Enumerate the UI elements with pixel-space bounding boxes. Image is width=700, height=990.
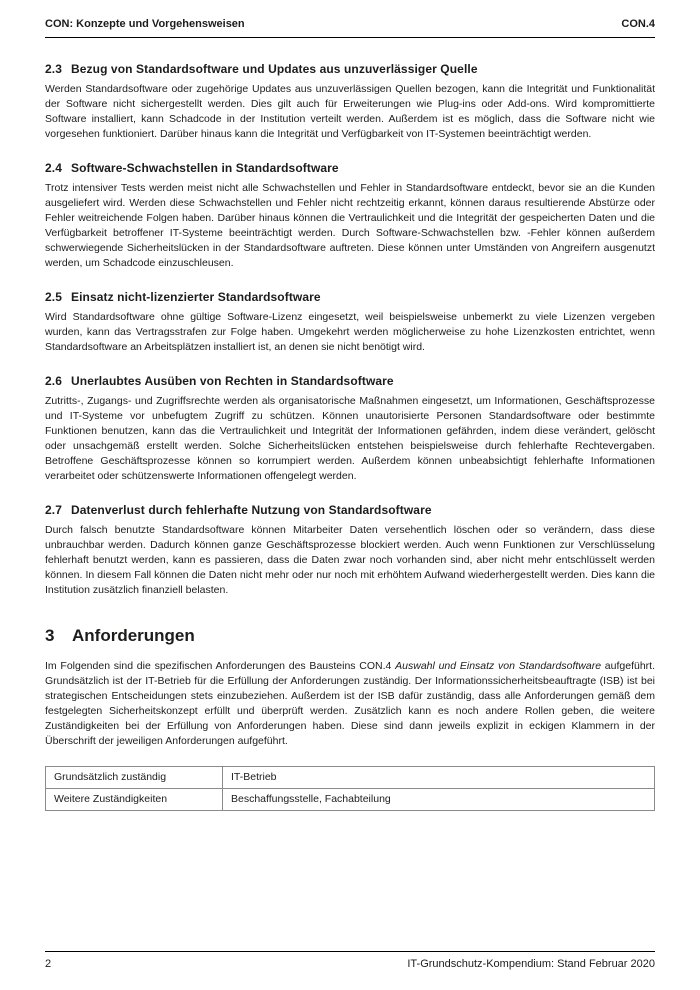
responsibility-table-body <box>46 767 655 811</box>
table-row <box>46 767 655 789</box>
document-section <box>45 374 655 484</box>
document-section <box>45 62 655 142</box>
section-number: 2.3 <box>45 62 62 76</box>
footer-compendium-label: IT-Grundschutz-Kompendium: Stand Februar 2020 <box>407 958 655 970</box>
table-cell-label: Grundsätzlich zuständig <box>46 767 223 789</box>
section-title: Unerlaubtes Ausüben von Rechten in Standardsoftware <box>71 374 394 388</box>
section-number: 2.6 <box>45 374 62 388</box>
section-title: Datenverlust durch fehlerhafte Nutzung von Standardsoftware <box>71 503 432 517</box>
responsibility-table <box>45 766 655 811</box>
text-run: aufgeführt. Grundsätzlich ist der IT-Betrieb für die Erfüllung der Anforderungen zuständig. Der Informationssicherheitsbeauftragte (ISB) ist bei strategischen Entscheidungen stets einzubeziehen. Außerdem ist der ISB dafür zuständig, dass alle Anforderungen gemäß dem festgelegten Sicherheitskonzept erfüllt und überprüft werden. Zusätzlich kann es noch andere Rollen geben, die weitere Zuständigkeiten bei der Erfüllung von Anforderungen haben. Diese sind dann jeweils explizit in eckigen Klammern in der Überschrift der jeweiligen Anforderungen aufgeführt. <box>45 660 656 747</box>
header-document-title: CON: Konzepte und Vorgehensweisen <box>45 18 245 30</box>
page-footer <box>45 951 655 970</box>
document-section <box>45 503 655 598</box>
section-paragraph: Durch falsch benutzte Standardsoftware können Mitarbeiter Daten versehentlich löschen oder so verändern, dass diese unbrauchbar werden. Dadurch können ganze Geschäftsprozesse blockiert werden. Auch wenn Funktionen zur Verschlüsselung fehlerhaft benutzt werden, kann es passieren, dass die Daten zwar noch vorhanden sind, aber nicht mehr entschlüsselt werden können. In diesem Fall können die Daten nicht mehr oder nur noch mit erhöhtem Aufwand wiederhergestellt werden. Dies kann die Institution zusätzlich finanziell belasten. <box>45 524 655 596</box>
table-cell-value: IT-Betrieb <box>223 767 655 789</box>
table-cell-value: Beschaffungsstelle, Fachabteilung <box>223 789 655 811</box>
section-paragraph: Werden Standardsoftware oder zugehörige Updates aus unzuverlässigen Quellen bezogen, kann die Integrität und Funktionalität der Software nicht sichergestellt werden. Dies gilt auch für Erweiterungen wie Plug-ins oder Add-ons. Wird kompromittierte Software installiert, kann Schadcode in der Institution verteilt werden. Außerdem ist es möglich, dass die Software nicht wie vorgesehen funktioniert. Darüber hinaus kann die Integrität und Verfügbarkeit von IT-Systemen beeinträchtigt werden. <box>45 83 655 140</box>
header-module-id: CON.4 <box>621 18 655 30</box>
section-heading <box>45 62 655 76</box>
section-number: 2.7 <box>45 503 62 517</box>
page-header <box>45 18 655 38</box>
section-paragraph: Wird Standardsoftware ohne gültige Software-Lizenz eingesetzt, weil beispielsweise unbemerkt zu viele Lizenzen vergeben wurden, kann das Vertragsstrafen zur Folge haben. Umgekehrt werden möglicherweise zu hohe Lizenzkosten entrichtet, wenn Standardsoftware an Arbeitsplätzen installiert ist, an denen sie nicht benötigt wird. <box>45 311 655 353</box>
section-heading <box>45 374 655 388</box>
section-heading <box>45 290 655 304</box>
section-paragraph: Zutritts-, Zugangs- und Zugriffsrechte werden als organisatorische Maßnahmen eingesetzt, um Informationen, Geschäftsprozesse und IT-Systeme vor unbefugtem Zugriff zu schützen. Können unautorisierte Personen Standardsoftware oder bestimmte Funktionen benutzen, kann das die Vertraulichkeit und Integrität der Informationen gefährden, indem diese verändert, gelöscht oder unsachgemäß erstellt werden. Solche Sicherheitslücken entstehen beispielsweise durch fehlerhafte Rechtevergaben. Betroffene Geschäftsprozesse können so korrumpiert werden. Außerdem können unbeabsichtigt fehlerhafte Informationen verarbeitet oder schützenswerte Informationen offengelegt werden. <box>45 395 655 482</box>
section-heading <box>45 503 655 517</box>
chapter-heading <box>45 626 655 646</box>
page-number: 2 <box>45 958 52 970</box>
section-paragraph: Trotz intensiver Tests werden meist nicht alle Schwachstellen und Fehler in Standardsoftware entdeckt, bevor sie an die Kunden ausgeliefert wird. Werden diese Schwachstellen und Fehler nicht rechtzeitig erkannt, können daraus resultierende Abstürze oder Fehler weitreichende Folgen haben. Darüber hinaus können die Vertraulichkeit und die Integrität der gespeicherten Daten und die Verfügbarkeit betroffener IT-Systeme beeinträchtigt werden. Durch Software-Schwachstellen bzw. -Fehler können außerdem schwerwiegende Sicherheitslücken in der Standardsoftware auftreten. Diese können unter Umständen von Angreifern ausgenutzt werden, um Schadcode einzuschleusen. <box>45 182 655 269</box>
chapter-number: 3 <box>45 626 55 645</box>
section-number: 2.5 <box>45 290 62 304</box>
sections-container <box>45 62 655 598</box>
table-row <box>46 789 655 811</box>
section-title: Software-Schwachstellen in Standardsoftware <box>71 161 339 175</box>
text-run: Im Folgenden sind die spezifischen Anforderungen des Bausteins CON.4 <box>45 660 396 672</box>
chapter-intro-paragraph <box>45 659 655 749</box>
table-cell-label: Weitere Zuständigkeiten <box>46 789 223 811</box>
chapter-title: Anforderungen <box>72 626 195 645</box>
baustein-title-italic: Auswahl und Einsatz von Standardsoftware <box>395 660 602 672</box>
page-content <box>45 62 655 811</box>
section-number: 2.4 <box>45 161 62 175</box>
section-title: Bezug von Standardsoftware und Updates aus unzuverlässiger Quelle <box>71 62 478 76</box>
document-section <box>45 290 655 355</box>
section-heading <box>45 161 655 175</box>
document-section <box>45 161 655 271</box>
section-title: Einsatz nicht-lizenzierter Standardsoftware <box>71 290 321 304</box>
